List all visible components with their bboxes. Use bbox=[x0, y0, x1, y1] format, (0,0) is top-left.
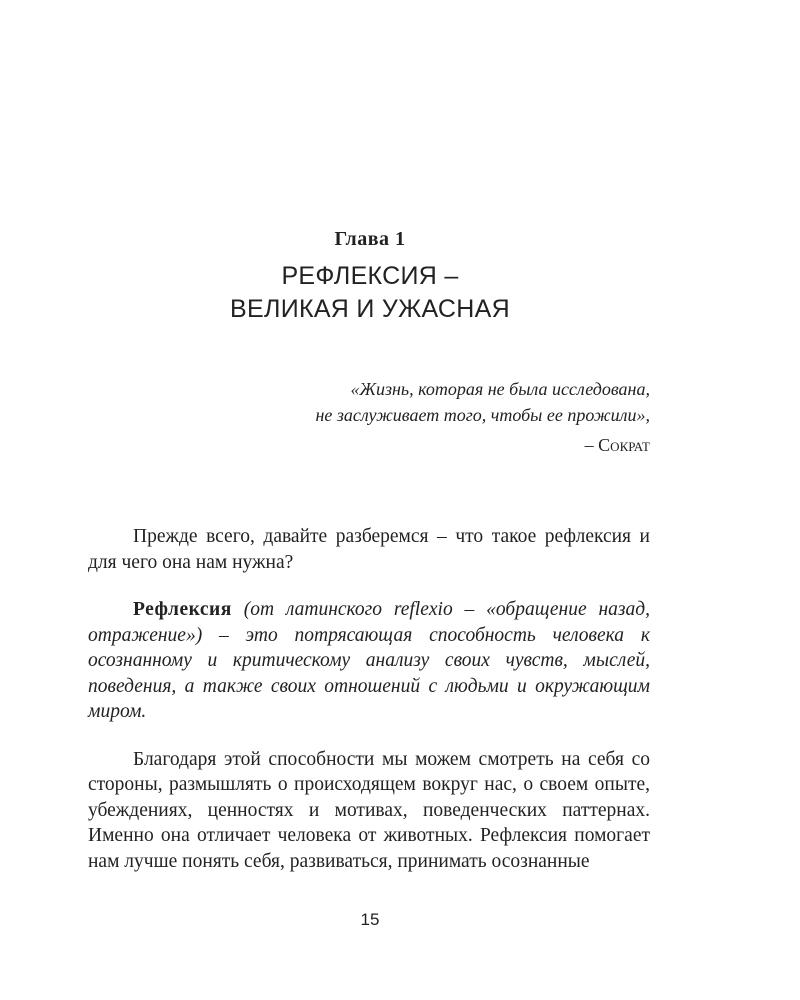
epigraph bbox=[230, 376, 650, 458]
page-number: 15 bbox=[360, 910, 380, 929]
paragraph-intro: Прежде всего, давайте разберемся – что такое рефлексия и для чего она нам нужна? bbox=[88, 526, 650, 573]
term-reflection: Рефлексия bbox=[133, 599, 232, 620]
epigraph-author: – Сократ bbox=[584, 435, 650, 455]
chapter-label: Глава 1 bbox=[334, 228, 406, 250]
paragraph-definition bbox=[88, 597, 650, 725]
chapter-title-line-2: ВЕЛИКАЯ И УЖАСНАЯ bbox=[230, 295, 510, 323]
epigraph-line-1: «Жизнь, которая не была исследована, bbox=[350, 379, 650, 399]
chapter-title bbox=[0, 260, 740, 326]
definition-text: (от латинского reflexio – «обращение назад, отражение») – это потрясающая способность человека к осознанному и критическому анализу своих чувств, мыслей, поведения, а также своих отношений с людьми и окружающим миром. bbox=[88, 599, 651, 722]
chapter-title-line-1: РЕФЛЕКСИЯ – bbox=[281, 262, 459, 290]
body-text bbox=[88, 524, 650, 896]
epigraph-line-2: не заслуживает того, чтобы ее прожили», bbox=[315, 405, 650, 425]
paragraph-ability: Благодаря этой способности мы можем смотреть на себя со стороны, размышлять о происходящем вокруг нас, о своем опыте, убеждениях, ценностях и мотивах, поведенческих паттернах. Именно она отличает человека от животных. Рефлексия помогает нам лучше понять себя, развиваться, принимать осознанные bbox=[88, 748, 650, 872]
